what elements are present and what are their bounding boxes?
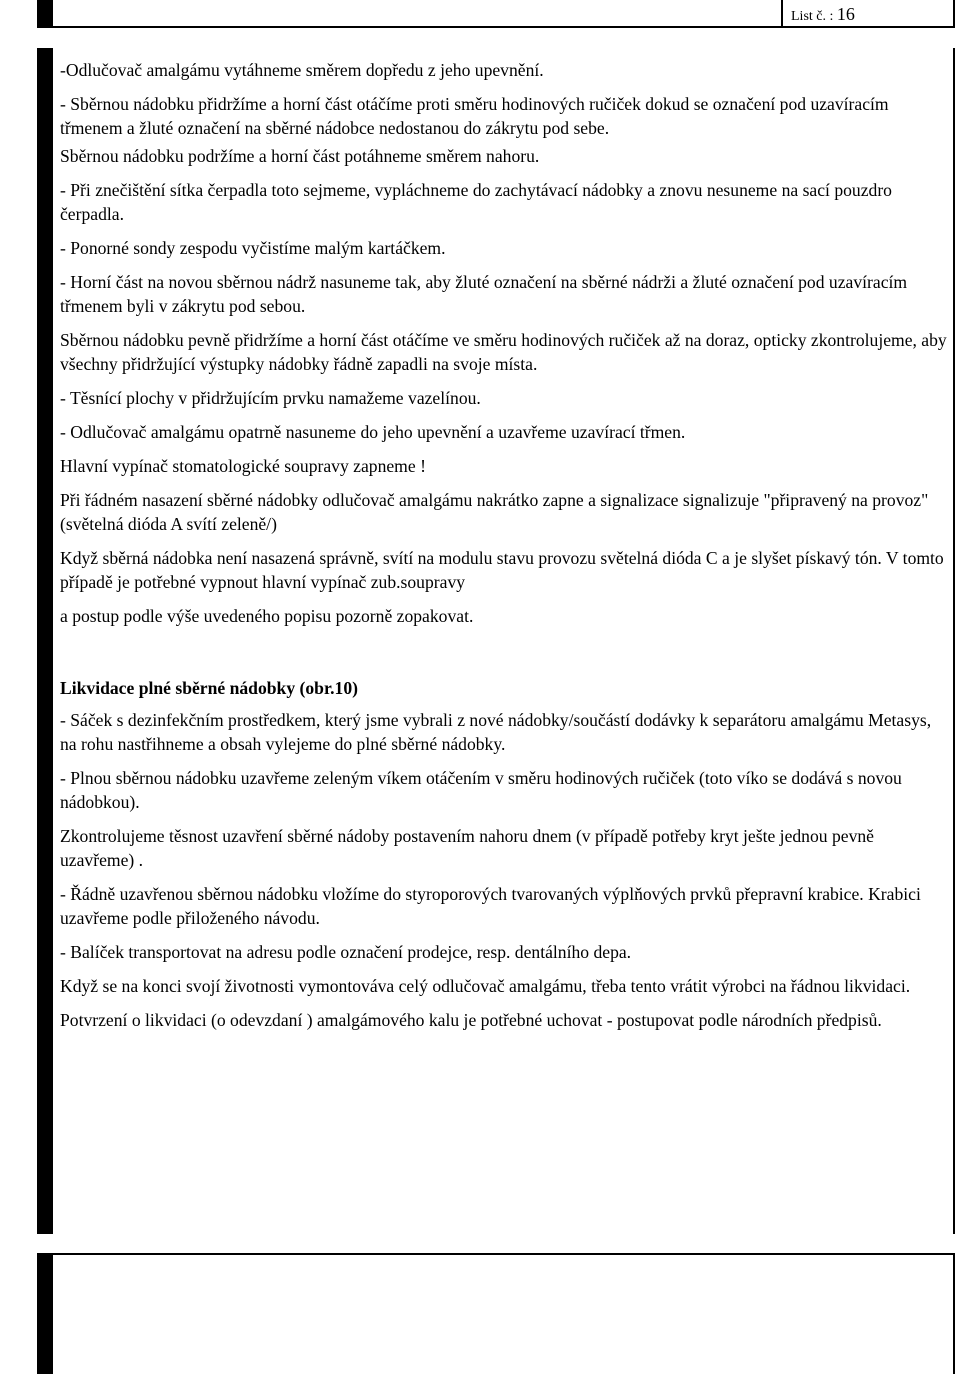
- paragraph: - Balíček transportovat na adresu podle označení prodejce, resp. dentálního depa.: [60, 942, 632, 962]
- paragraph: - Plnou sběrnou nádobku uzavřeme zeleným víkem otáčením v směru hodinových ručiček (toto víko se dodává s novou nádobkou).: [60, 768, 902, 812]
- paragraph: Když se na konci svojí životnosti vymontováva celý odlučovač amalgámu, třeba tento vrátit výrobci na řádnou likvidaci.: [60, 976, 911, 996]
- paragraph: - Řádně uzavřenou sběrnou nádobku vložíme do styroporových tvarovaných výplňových prvků přepravní krabice. Krabici uzavřeme podle přiloženého návodu.: [60, 884, 921, 928]
- paragraph: Sběrnou nádobku pevně přidržíme a horní část otáčíme ve směru hodinových ručiček až na doraz, opticky zkontrolujeme, aby všechny přidržující výstupky nádobky řádně zapadli na svoje místa.: [60, 330, 947, 374]
- document-body: [60, 58, 950, 1042]
- paragraph: - Těsnící plochy v přidržujícím prvku namažeme vazelínou.: [60, 388, 481, 408]
- paragraph: Hlavní vypínač stomatologické soupravy zapneme !: [60, 456, 426, 476]
- paragraph: - Při znečištění sítka čerpadla toto sejmeme, vypláchneme do zachytávací nádobky a znovu nesuneme na sací pouzdro čerpadla.: [60, 180, 892, 224]
- paragraph: - Odlučovač amalgámu opatrně nasuneme do jeho upevnění a uzavřeme uzavírací třmen.: [60, 422, 686, 442]
- paragraph: - Ponorné sondy zespodu vyčistíme malým kartáčkem.: [60, 238, 446, 258]
- section-heading: Likvidace plné sběrné nádobky (obr.10): [60, 678, 359, 698]
- page-footer: [37, 1253, 955, 1374]
- page-label: List č. :: [791, 9, 837, 24]
- paragraph: Potvrzení o likvidaci (o odevzdaní ) amalgámového kalu je potřebné uchovat - postupovat podle národních předpisů.: [60, 1010, 882, 1030]
- paragraph: - Sáček s dezinfekčním prostředkem, který jsme vybrali z nové nádobky/součástí dodávky k separátoru amalgámu Metasys, na rohu nastřihneme a obsah vylejeme do plné sběrné nádobky.: [60, 710, 932, 754]
- paragraph: Sběrnou nádobku podržíme a horní část potáhneme směrem nahoru.: [60, 146, 540, 166]
- paragraph: Při řádném nasazení sběrné nádobky odlučovač amalgámu nakrátko zapne a signalizace signalizuje "připravený na provoz" (světelná dióda A svítí zeleně/): [60, 490, 929, 534]
- paragraph: - Sběrnou nádobku přidržíme a horní část otáčíme proti směru hodinových ručiček dokud se označení pod uzavíracím třmenem a žluté označení na sběrné nádobce nedostanou do zákrytu pod sebe.: [60, 94, 889, 138]
- page-header: [37, 0, 955, 28]
- paragraph: Zkontrolujeme těsnost uzavření sběrné nádoby postavením nahoru dnem (v případě potřeby kryt ješte jednou pevně uzavřeme) .: [60, 826, 874, 870]
- paragraph: -Odlučovač amalgámu vytáhneme směrem dopředu z jeho upevnění.: [60, 60, 544, 80]
- page-number: 16: [836, 4, 855, 24]
- paragraph: - Horní část na novou sběrnou nádrž nasuneme tak, aby žluté označení na sběrné nádrži a žluté označení pod uzavíracím třmenem byli v zákrytu pod sebou.: [60, 272, 908, 316]
- page-number-cell: [781, 0, 953, 26]
- paragraph: a postup podle výše uvedeného popisu pozorně zopakovat.: [60, 606, 474, 626]
- paragraph: Když sběrná nádobka není nasazená správně, svítí na modulu stavu provozu světelná dióda C a je slyšet pískavý tón. V tomto případě je potřebné vypnout hlavní vypínač zub.soupravy: [60, 548, 944, 592]
